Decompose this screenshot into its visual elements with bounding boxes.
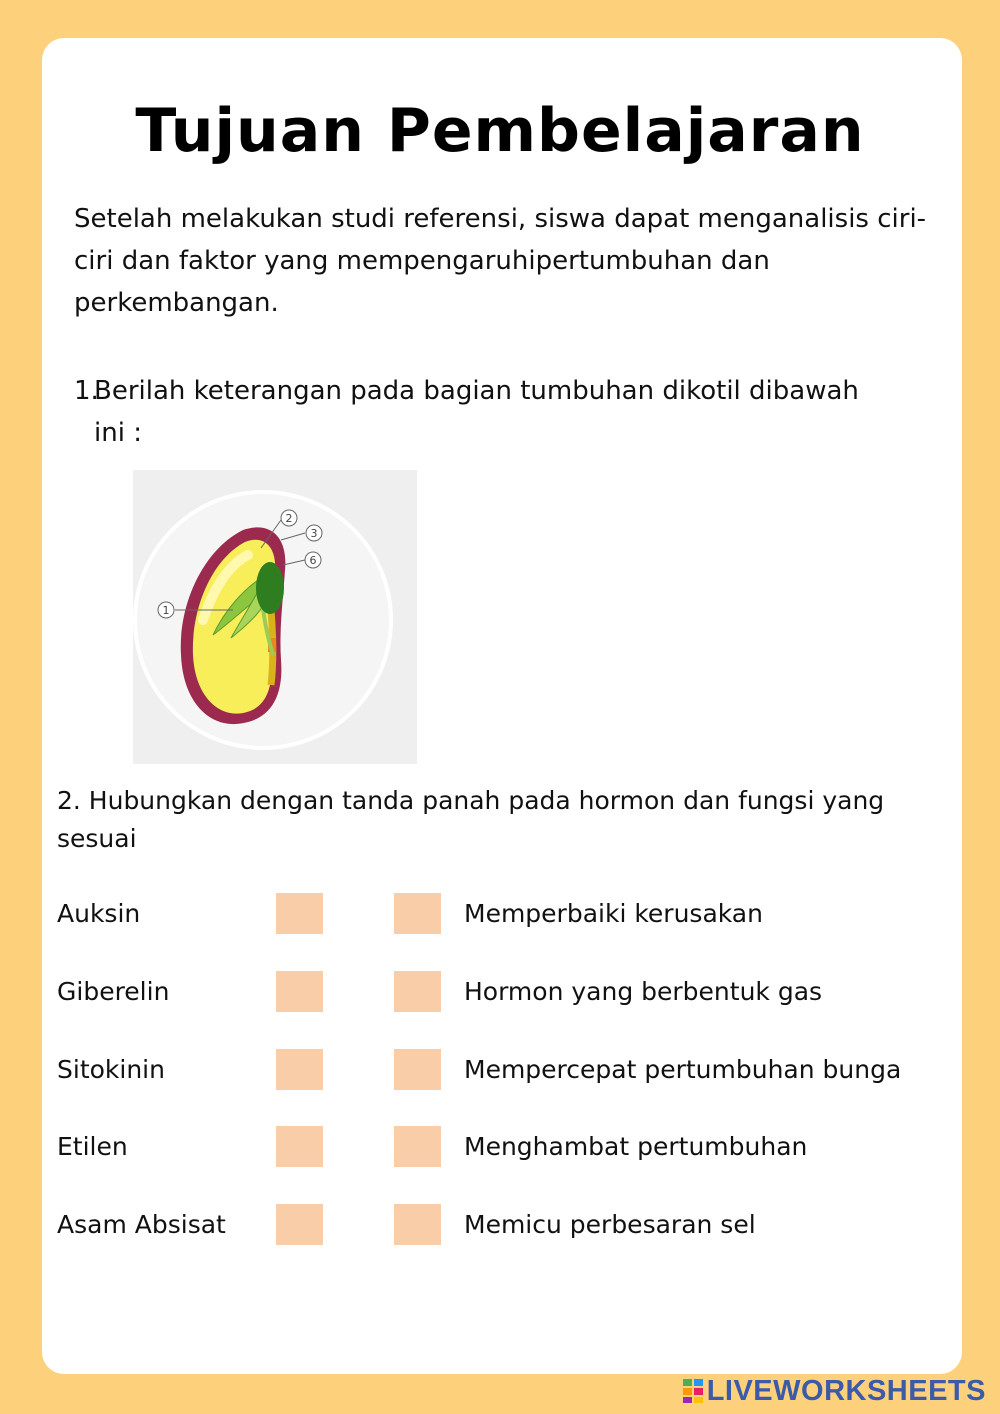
hormone-connector-box[interactable] [276,893,323,934]
function-connector-box[interactable] [394,1049,441,1090]
function-connector-box[interactable] [394,893,441,934]
hormone-connector-box[interactable] [276,1126,323,1167]
liveworksheets-footer [683,1374,986,1408]
question-1-number: 1. [74,376,99,406]
hormone-connector-box[interactable] [276,1049,323,1090]
matching-row [0,1125,1000,1169]
liveworksheets-logo-icon [683,1379,703,1403]
hormone-label: Etilen [57,1132,128,1161]
matching-row [0,970,1000,1014]
svg-text:6: 6 [309,554,317,567]
learning-objective-text: Setelah melakukan studi referensi, siswa dapat menganalisis ciri-ciri dan faktor yang mempengaruhipertumbuhan dan perkembangan. [74,204,927,318]
seed-illustration [133,470,417,764]
function-label: Memperbaiki kerusakan [464,899,763,928]
question-2-text: 2. Hubungkan dengan tanda panah pada hormon dan fungsi yang sesuai [57,786,885,853]
hormone-label: Giberelin [57,977,170,1006]
label-marker-6 [305,552,321,568]
function-connector-box[interactable] [394,1204,441,1245]
function-label: Memicu perbesaran sel [464,1210,756,1239]
label-marker-2 [281,510,297,526]
hormone-label: Sitokinin [57,1055,165,1084]
function-label: Menghambat pertumbuhan [464,1132,808,1161]
plumule [256,562,284,614]
hormone-label: Auksin [57,899,141,928]
matching-row [0,1048,1000,1092]
question-1 [74,370,874,454]
hormone-connector-box[interactable] [276,971,323,1012]
hormone-label: Asam Absisat [57,1210,226,1239]
label-marker-1 [158,602,174,618]
label-marker-3 [306,525,322,541]
function-connector-box[interactable] [394,1126,441,1167]
svg-text:3: 3 [310,527,318,540]
function-label: Mempercepat pertumbuhan bunga [464,1055,902,1084]
hormone-connector-box[interactable] [276,1204,323,1245]
svg-text:2: 2 [285,512,293,525]
liveworksheets-brand[interactable]: LIVEWORKSHEETS [706,1374,986,1407]
matching-row [0,1203,1000,1247]
svg-text:1: 1 [162,604,170,617]
page-title: Tujuan Pembelajaran [135,96,865,166]
matching-row [0,892,1000,936]
function-label: Hormon yang berbentuk gas [464,977,823,1006]
question-1-text: Berilah keterangan pada bagian tumbuhan dikotil dibawah ini : [94,376,859,448]
function-connector-box[interactable] [394,971,441,1012]
dicot-seed-diagram [133,470,417,764]
